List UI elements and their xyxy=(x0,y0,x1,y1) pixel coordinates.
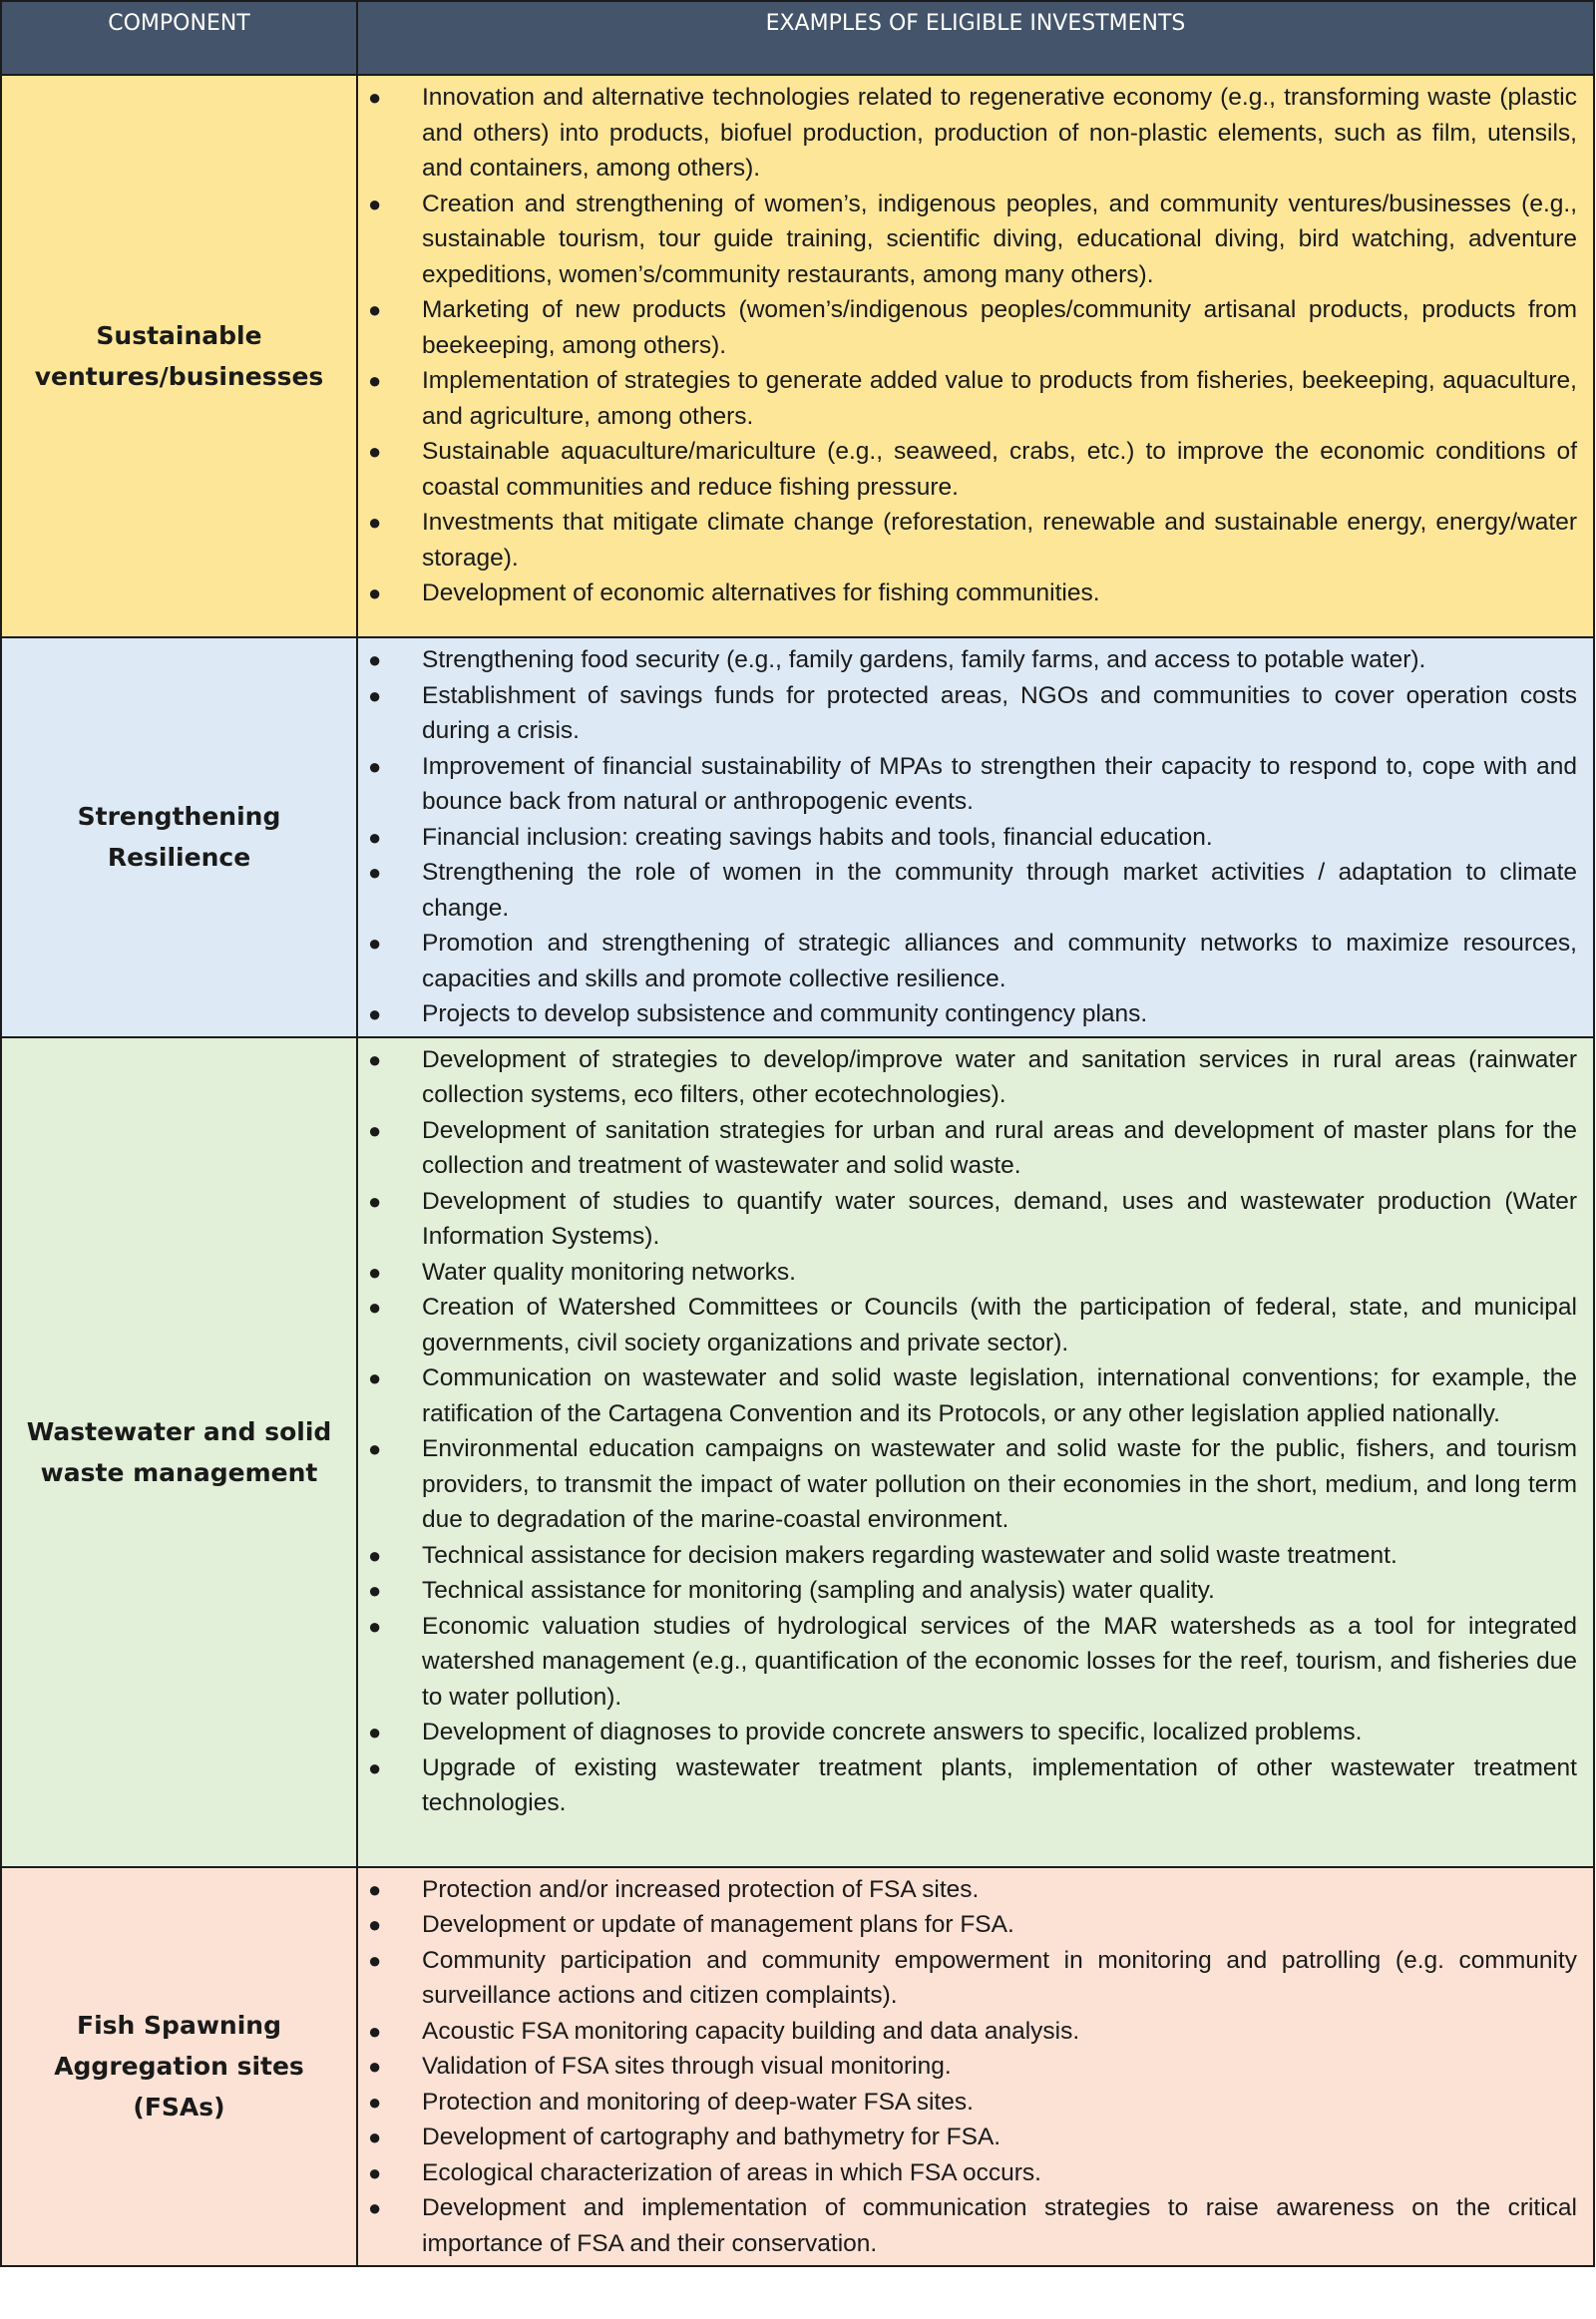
list-item xyxy=(358,1715,1577,1750)
bullet-icon: ● xyxy=(368,1542,382,1568)
bullet-icon: ● xyxy=(368,1046,382,1072)
bullet-icon: ● xyxy=(368,647,382,672)
list-item-text: Innovation and alternative technologies related to regenerative economy (e.g., transforming waste (plastic and others) into products, biofuel production, production of non-plastic elements, such as film, utensils, and containers, among others). xyxy=(422,84,1577,182)
list-item xyxy=(358,2014,1577,2050)
list-item xyxy=(358,2049,1577,2085)
list-item xyxy=(358,926,1577,996)
list-item-text: Strengthening the role of women in the community through market activities / adaptation to climate change. xyxy=(422,859,1577,922)
bullet-icon: ● xyxy=(368,1876,382,1902)
bullet-icon: ● xyxy=(368,931,382,956)
bullet-icon: ● xyxy=(368,1001,382,1026)
list-item-text: Implementation of strategies to generate added value to products from fisheries, beekeeping, aquaculture, and agriculture, among others. xyxy=(422,367,1577,430)
row-fish-spawning-aggregation xyxy=(1,1867,1594,2267)
list-item xyxy=(358,1431,1577,1538)
list-item-text: Development of cartography and bathymetry for FSA. xyxy=(422,2124,1001,2150)
list-item-text: Upgrade of existing wastewater treatment plants, implementation of other wastewater treatment technologies. xyxy=(422,1753,1577,1816)
list-item-text: Establishment of savings funds for protected areas, NGOs and communities to cover operation costs during a crisis. xyxy=(422,681,1577,744)
list-item-text: Projects to develop subsistence and community contingency plans. xyxy=(422,1000,1148,1027)
list-item xyxy=(358,1609,1577,1716)
list-item xyxy=(358,642,1577,678)
items-cell xyxy=(357,637,1594,1037)
bullet-icon: ● xyxy=(368,2195,382,2220)
list-item-text: Creation of Watershed Committees or Councils (with the participation of federal, state, and municipal governments, civil society organizations and private sector). xyxy=(422,1294,1577,1356)
list-item-text: Technical assistance for decision makers regarding wastewater and solid waste treatment. xyxy=(422,1541,1397,1569)
list-item xyxy=(358,1872,1577,1908)
list-item xyxy=(358,80,1577,187)
bullet-icon: ● xyxy=(368,753,382,779)
bullet-icon: ● xyxy=(368,1720,382,1744)
list-item xyxy=(358,505,1577,576)
header-row xyxy=(1,1,1594,75)
bullet-icon: ● xyxy=(368,580,382,605)
bullet-icon: ● xyxy=(368,1295,382,1320)
bullet-icon: ● xyxy=(368,1754,382,1780)
list-item-text: Development of strategies to develop/improve water and sanitation services in rural areas (rainwater collection systems, eco filters, other ecotechnologies). xyxy=(422,1045,1577,1108)
list-item-text: Creation and strengthening of women’s, indigenous peoples, and community ventures/businesses (e.g., sustainable tourism, tour guide training, scientific diving, educational diving, bird watching, adventure expeditions, women’s/community restaurants, among many others). xyxy=(422,190,1577,288)
list-item-text: Validation of FSA sites through visual monitoring. xyxy=(422,2053,952,2080)
bullet-icon: ● xyxy=(368,85,382,110)
bullet-icon: ● xyxy=(368,1912,382,1937)
list-item xyxy=(358,1255,1577,1291)
items-list xyxy=(358,80,1577,611)
list-item-text: Improvement of financial sustainability of MPAs to strengthen their capacity to respond to, cope with and bounce back from natural or anthropogenic events. xyxy=(422,752,1577,815)
bullet-icon: ● xyxy=(368,2054,382,2079)
list-item-text: Communication on wastewater and solid waste legislation, international conventions; for example, the ratification of the Cartagena Convention and its Protocols, or any other legislation applied nationally. xyxy=(422,1364,1577,1427)
bullet-icon: ● xyxy=(368,1188,382,1214)
list-item-text: Environmental education campaigns on wastewater and solid waste for the public, fishers, and tourism providers, to transmit the impact of water pollution on their economies in the short, medium, and long term due to degradation of the marine-coastal environment. xyxy=(422,1435,1577,1533)
list-item-text: Development or update of management plans for FSA. xyxy=(422,1911,1014,1938)
bullet-icon: ● xyxy=(368,1947,382,1973)
items-list xyxy=(358,642,1577,1032)
list-item xyxy=(358,2155,1577,2191)
list-item xyxy=(358,749,1577,820)
list-item xyxy=(358,1943,1577,2014)
examples-column-header: EXAMPLES OF ELIGIBLE INVESTMENTS xyxy=(357,1,1594,75)
component-cell: Sustainable ventures/businesses xyxy=(1,75,357,637)
list-item xyxy=(358,678,1577,749)
list-item-text: Development and implementation of communication strategies to raise awareness on the critical importance of FSA and their conservation. xyxy=(422,2194,1577,2257)
items-cell xyxy=(357,1037,1594,1867)
list-item-text: Promotion and strengthening of strategic alliances and community networks to maximize resources, capacities and skills and promote collective resilience. xyxy=(422,930,1577,992)
list-item xyxy=(358,1042,1577,1113)
list-item-text: Development of diagnoses to provide concrete answers to specific, localized problems. xyxy=(422,1719,1363,1745)
list-item-text: Community participation and community empowerment in monitoring and patrolling (e.g. community surveillance actions and citizen complaints). xyxy=(422,1946,1577,2009)
list-item xyxy=(358,1290,1577,1360)
bullet-icon: ● xyxy=(368,2089,382,2115)
list-item-text: Ecological characterization of areas in which FSA occurs. xyxy=(422,2158,1041,2186)
bullet-icon: ● xyxy=(368,860,382,885)
list-item-text: Water quality monitoring networks. xyxy=(422,1258,796,1286)
items-list xyxy=(358,1872,1577,2262)
bullet-icon: ● xyxy=(368,510,382,535)
component-cell: Fish Spawning Aggregation sites (FSAs) xyxy=(1,1867,357,2267)
bullet-icon: ● xyxy=(368,1436,382,1461)
component-column-header: COMPONENT xyxy=(1,1,357,75)
row-sustainable-ventures xyxy=(1,75,1594,637)
bullet-icon: ● xyxy=(368,2159,382,2185)
items-list xyxy=(358,1042,1577,1821)
items-cell xyxy=(357,1867,1594,2267)
list-item-text: Protection and/or increased protection of FSA sites. xyxy=(422,1875,980,1903)
list-item-text: Financial inclusion: creating savings habits and tools, financial education. xyxy=(422,823,1213,851)
list-item xyxy=(358,1907,1577,1943)
component-cell: Wastewater and solid waste management xyxy=(1,1037,357,1867)
list-item xyxy=(358,1113,1577,1184)
row-wastewater-solid-waste xyxy=(1,1037,1594,1867)
bullet-icon: ● xyxy=(368,2125,382,2149)
list-item-text: Marketing of new products (women’s/indigenous peoples/community artisanal products, products from beekeeping, among others). xyxy=(422,296,1577,359)
list-item xyxy=(358,1573,1577,1609)
bullet-icon: ● xyxy=(368,1578,382,1603)
list-item xyxy=(358,292,1577,363)
list-item xyxy=(358,1360,1577,1431)
list-item xyxy=(358,2085,1577,2121)
list-item-text: Protection and monitoring of deep-water FSA sites. xyxy=(422,2088,974,2116)
list-item xyxy=(358,996,1577,1032)
list-item-text: Technical assistance for monitoring (sampling and analysis) water quality. xyxy=(422,1577,1215,1604)
list-item xyxy=(358,1750,1577,1821)
bullet-icon: ● xyxy=(368,1365,382,1390)
bullet-icon: ● xyxy=(368,824,382,850)
list-item-text: Acoustic FSA monitoring capacity building and data analysis. xyxy=(422,2017,1080,2045)
bullet-icon: ● xyxy=(368,368,382,393)
items-cell xyxy=(357,75,1594,637)
row-strengthening-resilience xyxy=(1,637,1594,1037)
list-item xyxy=(358,187,1577,293)
list-item-text: Strengthening food security (e.g., family gardens, family farms, and access to potable water). xyxy=(422,646,1426,673)
bullet-icon: ● xyxy=(368,1259,382,1285)
list-item xyxy=(358,2120,1577,2155)
list-item xyxy=(358,1184,1577,1255)
bullet-icon: ● xyxy=(368,297,382,322)
list-item xyxy=(358,576,1577,611)
list-item-text: Development of studies to quantify water sources, demand, uses and wastewater production (Water Information Systems). xyxy=(422,1187,1577,1250)
bullet-icon: ● xyxy=(368,1613,382,1639)
list-item-text: Development of sanitation strategies for urban and rural areas and development of master plans for the collection and treatment of wastewater and solid waste. xyxy=(422,1116,1577,1179)
bullet-icon: ● xyxy=(368,439,382,464)
component-cell: Strengthening Resilience xyxy=(1,637,357,1037)
list-item xyxy=(358,434,1577,505)
list-item xyxy=(358,855,1577,926)
list-item xyxy=(358,820,1577,856)
list-item xyxy=(358,2190,1577,2261)
list-item-text: Economic valuation studies of hydrological services of the MAR watersheds as a tool for integrated watershed management (e.g., quantification of the economic losses for the reef, tourism, and fisheries due to water pollution). xyxy=(422,1612,1577,1711)
bullet-icon: ● xyxy=(368,2018,382,2044)
bullet-icon: ● xyxy=(368,682,382,708)
bullet-icon: ● xyxy=(368,191,382,216)
list-item xyxy=(358,1538,1577,1574)
list-item-text: Sustainable aquaculture/mariculture (e.g., seaweed, crabs, etc.) to improve the economic conditions of coastal communities and reduce fishing pressure. xyxy=(422,438,1577,501)
bullet-icon: ● xyxy=(368,1117,382,1143)
list-item-text: Development of economic alternatives for fishing communities. xyxy=(422,580,1100,606)
list-item xyxy=(358,363,1577,434)
list-item-text: Investments that mitigate climate change (reforestation, renewable and sustainable energy, energy/water storage). xyxy=(422,509,1577,572)
